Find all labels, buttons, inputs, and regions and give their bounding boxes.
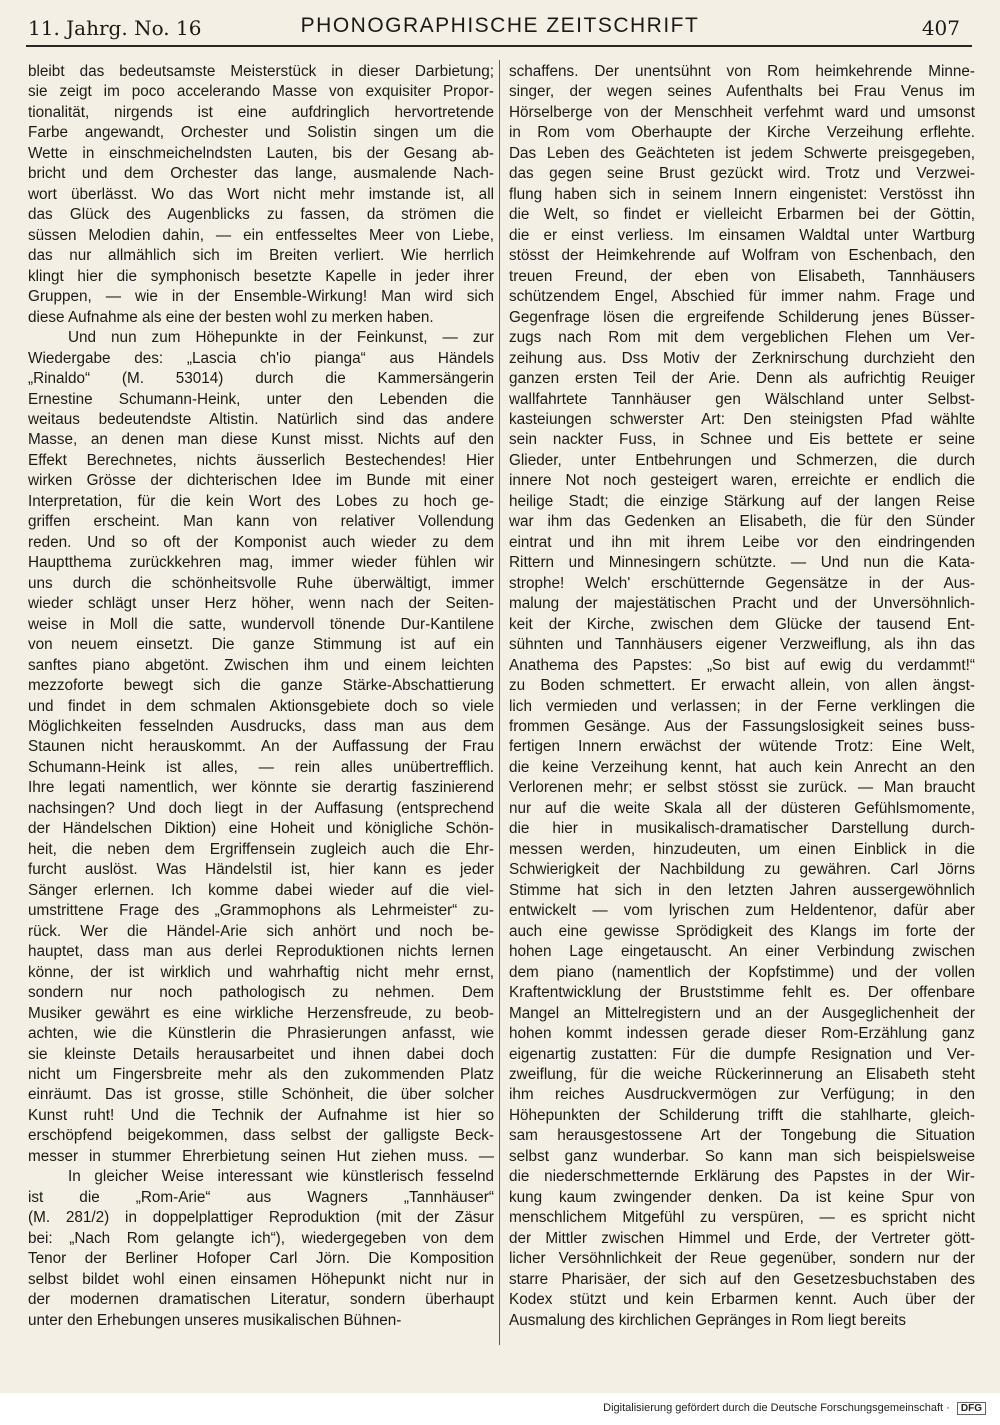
text-line: hauptet, dass man aus derlei Reproduktionen nichts lernen [28, 943, 494, 961]
text-line: strophe! Welch' erschütternde Gegensätze in der Aus- [509, 574, 975, 592]
text-line: unter den Erhebungen unseres musikalischen Bühnen- [28, 1311, 402, 1329]
volume-label: 11. Jahrg. No. 16 [28, 16, 202, 40]
text-line: Schwierigkeit der Nachbildung zu gewähren. Carl Jörns [509, 861, 975, 879]
text-line: starre Pharisäer, der sich auf den Gesetzesbuchstaben des [509, 1270, 975, 1288]
text-line: bleibt das bedeutsamste Meisterstück in dieser Darbietung; [28, 63, 494, 80]
text-line: (M. 281/2) in doppelplattiger Reproduktion (mit der Zäsur [28, 1209, 494, 1227]
text-line: sühnten und Tannhäusers eigener Verzweiflung, als ihn das [509, 636, 975, 654]
text-line: das nur allmählich sich im Breiten verliert. Wie herrlich [28, 247, 494, 265]
text-line: fertigen Innern erwächst der wütende Trotz: Eine Welt, [509, 738, 975, 756]
text-line: heit, die neben dem Ergriffensein zugleich auch die Ehr- [28, 840, 494, 858]
text-line: Rittern und Minnesingern schützte. — Und nun die Kata- [509, 554, 975, 572]
text-line: die niederschmetternde Erklärung des Papstes in der Wir- [509, 1168, 975, 1186]
text-line: Sänger erlernen. Ich komme dabei wieder auf die viel- [28, 881, 494, 899]
text-line: Tenor der Berliner Hofoper Carl Jörn. Die Komposition [28, 1250, 494, 1268]
text-line: die er einst verliess. Im einsamen Waldtal unter Wartburg [509, 226, 975, 244]
header-rule [26, 45, 972, 47]
text-line: das gegen seine Brust gezückt wird. Trotz und Verzwei- [509, 165, 975, 183]
text-line: Glieder, unter Entbehrungen und Schmerzen, die durch [509, 451, 975, 469]
left-text-column [28, 62, 494, 1331]
text-line: achten, wie die Künstlerin die Phrasierungen anfasst, wie [28, 1025, 494, 1043]
text-line: Wette in einschmeichelndsten Lauten, bis der Gesang ab- [28, 144, 494, 162]
text-line: „Rinaldo“ (M. 53014) durch die Kammersängerin [28, 370, 494, 388]
text-line: bricht und dem Orchester das lange, ausmalende Nach- [28, 165, 494, 183]
text-line: sie kleinste Details herausarbeitet und ihnen dabei doch [28, 1045, 494, 1063]
footer-credit: Digitalisierung gefördert durch die Deutsche Forschungsgemeinschaft · DFG [603, 1402, 986, 1415]
text-line: messen werden, hinzudeuten, um einen Einblick in die [509, 840, 975, 858]
text-line: Hauptthema zurückkehren mag, immer wieder fühlen wir [28, 554, 494, 572]
text-line: frommen Gesänge. Aus der Fassungslosigkeit seines buss- [509, 718, 975, 735]
text-line: sondern nur noch pathologisch zu nehmen. Dem [28, 984, 494, 1002]
text-line: reden. Und so oft der Komponist auch wieder zu dem [28, 533, 494, 551]
text-line: ihm reiches Ausdruckvermögen zur Verfügung; in den [509, 1086, 975, 1104]
text-line: heilige Stadt; die einzige Stärkung auf der langen Reise [509, 492, 975, 510]
text-line: mezzoforte bewegt sich die ganze Stärke-Abschattierung [28, 677, 494, 695]
text-line: Ausmalung des kirchlichen Gepränges in Rom liegt bereits [509, 1311, 907, 1329]
text-line: der modernen dramatischen Literatur, sondern überhaupt [28, 1291, 494, 1309]
text-line: Gruppen, — wie in der Ensemble-Wirkung! Man wird sich [28, 288, 494, 306]
text-line: uns durch die schönheitsvolle Ruhe überwältigt, immer [28, 574, 494, 592]
text-line: der Mittler zwischen Himmel und Erde, der Vertreter gött- [509, 1229, 975, 1247]
dfg-logo: DFG [957, 1402, 986, 1415]
text-line: keit der Kirche, zwischen dem Glücke der tausend Ent- [509, 615, 975, 633]
text-line: Ihre legati namentlich, wer könnte sie derartig faszinierend [28, 779, 494, 797]
text-line: zugs nach Rom mit dem vergeblichen Flehen um Ver- [509, 329, 975, 347]
text-line: sein nackter Fuss, in Schnee und Eis bettete er seine [509, 431, 975, 449]
text-line: Möglichkeiten fesselnden Ausdrucks, dass man aus dem [28, 718, 494, 735]
text-line: stösst der Heimkehrende auf Wolfram von Eschenbach, den [509, 247, 975, 265]
text-line: nachsingen? Und doch liegt in der Auffasung (entsprechend [28, 799, 494, 817]
text-line: hohen kommt indessen gerade dieser Rom-Erzählung ganz [509, 1025, 975, 1043]
text-line: zweiflung, für die weiche Rückerinnerung an Elisabeth steht [509, 1065, 975, 1083]
text-line: zeihung aus. Dss Motiv der Zerknirschung durchzieht den [509, 349, 975, 367]
text-line: treuen Freund, der eben von Elisabeth, Tannhäusers [509, 267, 975, 285]
text-line: Kodex stützt und kein Erbarmen kennt. Auch über der [509, 1291, 975, 1309]
text-line: klingt hier die symphonisch besetzte Kapelle in jeder ihrer [28, 267, 494, 285]
text-line: eigenartig zustatten: Für die dumpfe Resignation und Ver- [509, 1045, 975, 1063]
text-line: furcht auslöst. Was Händelstil ist, hier kann es jeder [28, 861, 494, 879]
text-line: zu Boden schmettert. Er erwacht allein, von allen ängst- [509, 677, 975, 695]
text-line: dem piano (namentlich der Kopfstimme) und der vollen [509, 963, 975, 981]
text-line: eintrat und ihn mit ihrem Leibe vor den eindringenden [509, 533, 975, 551]
text-line: Stimme hat sich in den letzten Jahren aussergewöhnlich [509, 881, 975, 899]
text-line: von neuem einsetzt. Die ganze Stimmung ist auf ein [28, 636, 494, 654]
page-number: 407 [921, 16, 960, 40]
text-line: griffen erscheint. Man kann von relativer Vollendung [28, 513, 494, 531]
text-line: Farbe angewandt, Orchester und Solistin singen um die [28, 124, 494, 142]
text-line: sam herausgestossene Art der Tongebung die Situation [509, 1127, 975, 1145]
text-line: Musiker gewährt es eine wirkliche Herzensfreude, zu beob- [28, 1004, 494, 1022]
text-line: Kunst ruht! Und die Technik der Aufnahme ist hier so [28, 1106, 494, 1124]
text-line: der Händelschen Diktion) eine Hoheit und königliche Schön- [28, 820, 494, 838]
text-line: rück. Wer die Händel-Arie sich anhört und noch be- [28, 922, 494, 940]
text-line: Hörselberge von der Menschheit verfehmt ward und umsonst [509, 103, 975, 121]
text-line: weitaus bedeutendste Altistin. Natürlich sind das andere [28, 410, 494, 428]
text-line: flung haben sich in seinem Innern eingenistet: Verstösst ihn [509, 185, 975, 203]
text-line: innere Not noch gesteigert waren, erreichte er endlich die [509, 472, 975, 490]
journal-title: PHONOGRAPHISCHE ZEITSCHRIFT [300, 14, 700, 37]
text-line: Und nun zum Höhepunkte in der Feinkunst, — zur [68, 329, 494, 347]
text-line: Ernestine Schumann-Heink, unter den Lebenden die [28, 390, 494, 408]
text-line: Masse, an denen man diese Kunst misst. Nichts auf den [28, 431, 494, 449]
text-line: bei: „Nach Rom gelangte ich“), wiedergegeben von dem [28, 1229, 494, 1247]
text-line: weise in Moll die satte, wundervoll tönende Dur-Kantilene [28, 615, 494, 633]
text-line: lich vermieden und verlassen; in der Ferne verklingen die [509, 697, 975, 715]
text-line: licher Versöhnlichkeit der Reue gegenüber, sondern nur der [509, 1250, 975, 1268]
text-line: das Glück des Augenblicks zu fassen, da strömen die [28, 206, 494, 224]
text-line: die hier in musikalisch-dramatischer Darstellung durch- [509, 820, 975, 838]
text-line: Höhepunkten der Schilderung trifft die stahlharte, gleich- [509, 1106, 975, 1124]
text-line: schaffens. Der unentsühnt von Rom heimkehrende Minne- [509, 63, 975, 80]
text-line: menschlichem Mitgefühl zu verspüren, — es spricht nicht [509, 1209, 975, 1227]
text-line: ganzen ersten Teil der Arie. Denn als aufrichtig Reuiger [509, 370, 975, 388]
text-line: wieder schlägt unser Herz höher, wenn nach der Seiten- [28, 595, 494, 613]
text-line: ist die „Rom-Arie“ aus Wagners „Tannhäuser“ [28, 1188, 494, 1206]
text-line: schützendem Engel, Abschied für immer nahm. Frage und [509, 288, 975, 306]
text-line: Interpretation, für die kein Wort des Lobes zu hoch ge- [28, 492, 494, 510]
text-line: Schumann-Heink ist alles, — rein alles unübertrefflich. [28, 758, 494, 776]
text-line: die keine Verzeihung kennt, hat auch kein Anrecht an den [509, 758, 975, 776]
text-line: hohen Lage eingetauscht. An einer Verbindung zwischen [509, 943, 975, 961]
text-line: Verlorenen mehr; er selbst stösst sie zurück. — Man braucht [509, 779, 975, 797]
text-line: Anathema des Papstes: „So bist auf ewig du verdammt!“ [509, 656, 975, 674]
text-line: Gegenfrage lösen die ergreifende Schilderung jenes Büsser- [509, 308, 975, 326]
text-line: könne, der ist wirklich und wahrhaftig nicht mehr ernst, [28, 963, 494, 981]
text-line: kasteiungen schwerster Art: Den steinigsten Pfad wählte [509, 410, 975, 428]
text-line: Das Leben des Geächteten ist jedem Schwerte preisgegeben, [509, 144, 975, 162]
text-line: wirken Grösse der dichterischen Idee im Bunde mit einer [28, 472, 494, 490]
text-line: in Rom vom Oberhaupte der Kirche Verzeihung erflehte. [509, 124, 975, 142]
text-line: erschöpfend beigekommen, dass selbst der galligste Beck- [28, 1127, 494, 1145]
text-line: Mangel an Mittelregistern und an der Ausgeglichenheit der [509, 1004, 975, 1022]
text-line: selbst bildet wohl einen einsamen Höhepunkt nicht nur in [28, 1270, 494, 1288]
text-line: wort überlässt. Wo das Wort nicht mehr imstande ist, all [28, 185, 494, 203]
text-line: In gleicher Weise interessant wie künstlerisch fesselnd [68, 1168, 494, 1186]
text-line: nur auf die weite Skala all der düsteren Gefühlsmomente, [509, 799, 975, 817]
page-header [28, 14, 972, 44]
text-line: war ihm das Gedenken an Elisabeth, die für den Sünder [509, 513, 975, 531]
text-line: Wiedergabe des: „Lascia ch'io pianga“ aus Händels [28, 349, 494, 367]
text-line: süssen Melodien dahin, — ein entfesseltes Meer von Liebe, [28, 226, 494, 244]
footer-credit-text: Digitalisierung gefördert durch die Deutsche Forschungsgemeinschaft [603, 1402, 944, 1414]
text-line: sie zeigt im poco accelerando Masse von exquisiter Propor- [28, 83, 494, 101]
text-line: Kraftentwicklung der Bruststimme fehlt es. Der offenbare [509, 984, 975, 1002]
text-line: nicht um Fingersbreite mehr als den zukommenden Platz [28, 1065, 494, 1083]
text-line: tionalität, nirgends ist eine aufdringlich hervortretende [28, 103, 494, 121]
text-line: selbst ganz wunderbar. So kann man sich beispielsweise [509, 1147, 975, 1165]
text-line: die Welt, so findet er vielleicht Erbarmen bei der Göttin, [509, 206, 975, 224]
text-line: auch eine gewisse Sprödigkeit des Klangs im forte der [509, 922, 975, 940]
text-line: umstrittene Frage des „Grammophons als Lehrmeister“ zu- [28, 902, 494, 920]
text-line: und findet in dem schmalen Aktionsgebiete doch so viele [28, 697, 494, 715]
text-line: einräumt. Das ist grosse, stille Schönheit, die über solcher [28, 1086, 494, 1104]
text-line: singer, der wegen seines Aufenthalts bei Frau Venus im [509, 83, 975, 101]
text-line: messer in stummer Ehrerbietung seinen Hut ziehen muss. — [28, 1147, 494, 1165]
text-line: malung der majestätischen Pracht und der Unversöhnlich- [509, 595, 975, 613]
text-line: diese Aufnahme als eine der besten wohl zu merken haben. [28, 308, 434, 326]
text-line: entwickelt — vom lyrischen zum Heldentenor, dafür aber [509, 902, 975, 920]
text-line: sanftes piano abgetönt. Zwischen ihm und einem leichten [28, 656, 494, 674]
column-divider [499, 60, 500, 1345]
text-line: Effekt Berechnetes, nichts äusserlich Bestechendes! Hier [28, 451, 494, 469]
text-line: kung kaum zwingender denken. Da ist keine Spur von [509, 1188, 975, 1206]
right-text-column [509, 62, 975, 1331]
text-line: wallfahrtete Tannhäuser gen Wälschland unter Selbst- [509, 390, 975, 408]
text-line: Staunen nicht herauskommt. An der Auffassung der Frau [28, 738, 494, 756]
